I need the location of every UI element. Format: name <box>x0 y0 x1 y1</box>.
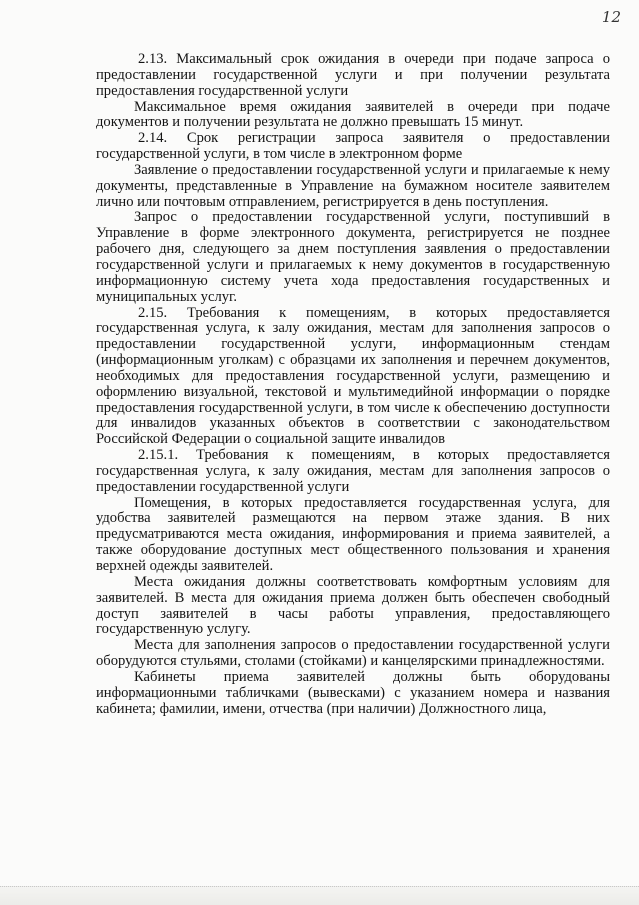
paragraph-filling-places: Места для заполнения запросов о предоставлении государственной услуги оборудуются стульями, столами (стойками) и канцелярскими принадлежностями. <box>96 637 610 670</box>
paragraph-electronic-registration: Запрос о предоставлении государственной услуги, поступивший в Управление в форме электронного документа, регистрируется не позднее рабочего дня, следующего за днем поступления заявления о предоставлении государственной услуги и прилагаемых к нему документов в государственную информационную систему учета хода предоставления государственных и муниципальных услуг. <box>96 209 610 305</box>
paragraph-2-15-heading: 2.15. Требования к помещениям, в которых предоставляется государственная услуга, к залу ожидания, местам для заполнения запросов о предоставлении государственной услуги, информационным стендам (информационным уголкам) с образцами их заполнения и перечнем документов, необходимых для предоставления государственной услуги, размещению и оформлению визуальной, текстовой и мультимедийной информации о порядке предоставления государственной услуги, в том числе к обеспечению доступности для инвалидов указанных объектов в соответствии с законодательством Российской Федерации о социальной защите инвалидов <box>96 304 610 448</box>
paragraph-waiting-places: Места ожидания должны соответствовать комфортным условиям для заявителей. В места для ожидания приема должен быть обеспечен свободный доступ заявителей в часы работы управления, предоставляющего государственную услугу. <box>96 573 610 638</box>
paragraph-offices: Кабинеты приема заявителей должны быть оборудованы информационными табличками (вывесками) с указанием номера и названия кабинета; фамилии, имени, отчества (при наличии) Должностного лица, <box>96 668 610 717</box>
paragraph-premises: Помещения, в которых предоставляется государственная услуга, для удобства заявителей размещаются на первом этаже здания. В них предусматриваются места ожидания, информирования и приема заявителей, а также оборудование доступных мест общественного пользования и хранения верхней одежды заявителей. <box>96 494 610 574</box>
paragraph-2-13-heading: 2.13. Максимальный срок ожидания в очереди при подаче запроса о предоставлении государственной услуги и при получении результата предоставления государственной услуги <box>96 51 610 99</box>
paragraph-paper-registration: Заявление о предоставлении государственной услуги и прилагаемые к нему документы, представленные в Управление на бумажном носителе заявителем лично или почтовым отправлением, регистрируется в день поступления. <box>96 161 610 210</box>
paragraph-waiting-time: Максимальное время ожидания заявителей в очереди при подаче документов и получении результата не должно превышать 15 минут. <box>96 98 610 131</box>
scan-bottom-edge <box>0 886 639 905</box>
paragraph-2-14-heading: 2.14. Срок регистрации запроса заявителя о предоставлении государственной услуги, в том числе в электронном форме <box>96 130 610 163</box>
page-number: 12 <box>601 8 621 26</box>
paragraph-2-15-1-heading: 2.15.1. Требования к помещениям, в которых предоставляется государственная услуга, к залу ожидания, местам для заполнения запросов о предоставлении государственной услуги <box>96 447 610 495</box>
document-body <box>96 52 610 717</box>
